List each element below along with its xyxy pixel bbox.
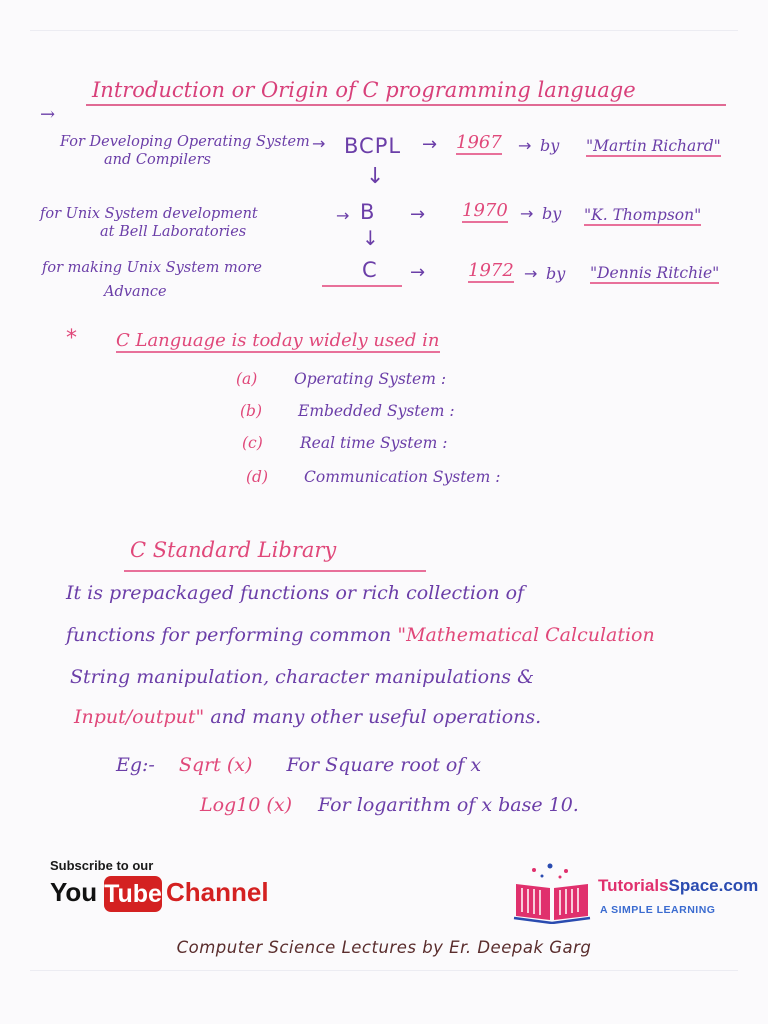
arrow-icon: → — [336, 206, 350, 225]
list-item-label: (b) — [240, 402, 263, 420]
site-tagline: A SIMPLE LEARNING — [600, 904, 716, 916]
paragraph-highlight: "Mathematical Calculation — [397, 624, 655, 646]
usage-heading: C Language is today widely used in — [116, 330, 440, 351]
youtube-logo-you: You — [50, 877, 98, 907]
paragraph-highlight: Input/output" — [74, 706, 205, 728]
arrow-icon: → — [520, 204, 534, 223]
year: 1972 — [468, 260, 514, 281]
paragraph-line — [66, 624, 655, 646]
list-item-label: (a) — [236, 370, 258, 388]
example-row — [200, 794, 579, 816]
ruled-line — [30, 30, 738, 31]
list-item-label: (c) — [242, 434, 263, 452]
paragraph-line: It is prepackaged functions or rich collection of — [66, 582, 525, 604]
example-description: For logarithm of x base 10. — [318, 794, 579, 816]
year: 1970 — [462, 200, 508, 221]
site-name-part: Tutorials — [598, 876, 669, 895]
inventor-name: "Martin Richard" — [586, 137, 721, 155]
inventor-name: "Dennis Ritchie" — [590, 264, 720, 282]
example-function: Log10 (x) — [200, 794, 292, 816]
section-heading: C Standard Library — [130, 538, 337, 562]
year: 1967 — [456, 132, 502, 153]
language-name: B — [360, 200, 376, 224]
down-arrow-icon: ↓ — [366, 164, 385, 189]
paragraph-line — [74, 706, 541, 728]
book-icon — [512, 862, 592, 924]
bullet-star: * — [66, 326, 77, 351]
history-description: For Developing Operating System — [60, 134, 310, 150]
paragraph-line: String manipulation, character manipulations & — [70, 666, 534, 688]
by-label: by — [540, 136, 560, 155]
list-item — [246, 468, 500, 486]
subscribe-label: Subscribe to our — [50, 858, 154, 873]
arrow-icon: → — [410, 262, 426, 283]
channel-label: Channel — [166, 877, 269, 907]
site-name — [598, 876, 758, 896]
example-row — [116, 754, 481, 776]
inventor-name: "K. Thompson" — [584, 206, 702, 224]
list-item-text: Operating System : — [294, 370, 447, 388]
by-label: by — [542, 204, 562, 223]
by-label: by — [546, 264, 566, 283]
list-item-text: Embedded System : — [298, 402, 455, 420]
list-item — [240, 402, 455, 420]
paragraph-text: and many other useful operations. — [210, 706, 542, 728]
language-name: BCPL — [344, 134, 402, 158]
title-underline — [86, 104, 726, 106]
list-item — [236, 370, 446, 388]
arrow-icon: → — [312, 134, 326, 153]
page-title: Introduction or Origin of C programming language — [92, 78, 636, 102]
paragraph-text: functions for performing common — [66, 624, 392, 646]
list-item-label: (d) — [246, 468, 269, 486]
example-function: Sqrt (x) — [178, 754, 253, 776]
site-name-part: Space.com — [668, 876, 759, 895]
arrow-icon: → — [524, 264, 538, 283]
history-description-cont: Advance — [104, 284, 167, 300]
language-name: C — [362, 258, 378, 282]
arrow-icon: → — [410, 204, 426, 225]
history-description-cont: at Bell Laboratories — [100, 224, 247, 240]
heading-underline — [124, 570, 426, 572]
list-item-text: Communication System : — [304, 468, 501, 486]
history-description: for making Unix System more — [42, 260, 262, 276]
arrow-icon: → — [518, 136, 532, 155]
arrow-icon: → — [422, 134, 438, 155]
history-description: for Unix System development — [40, 206, 258, 222]
example-prefix: Eg:- — [116, 754, 155, 776]
underline-arrow — [322, 285, 402, 287]
arrow-icon: → — [40, 104, 56, 125]
example-description: For Square root of x — [286, 754, 482, 776]
history-description-cont: and Compilers — [104, 152, 211, 168]
footer-text: Computer Science Lectures by Er. Deepak Garg — [176, 938, 592, 957]
list-item-text: Real time System : — [300, 434, 448, 452]
ruled-line — [30, 970, 738, 971]
down-arrow-icon: ↓ — [362, 226, 379, 250]
list-item — [242, 434, 448, 452]
youtube-logo-tube: Tube — [104, 876, 162, 912]
